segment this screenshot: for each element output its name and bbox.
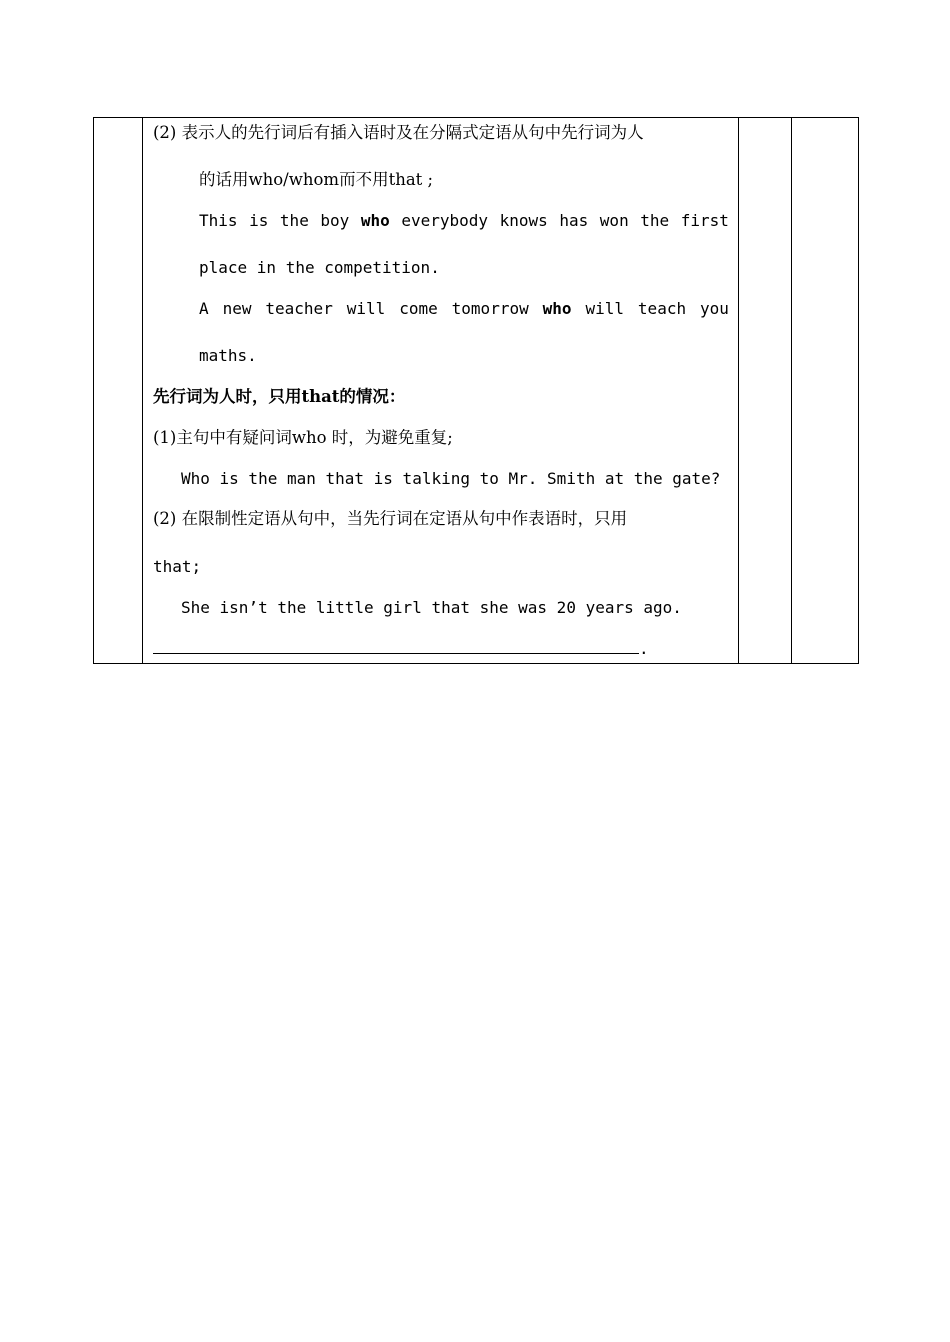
word: first [680, 211, 729, 230]
content-cell [143, 118, 739, 664]
word: teacher [265, 299, 333, 318]
word: come [399, 299, 438, 318]
highlighted-word: who [360, 211, 390, 230]
example-1-line-1 [199, 210, 729, 232]
word: will [585, 299, 624, 318]
remarks-cell [792, 118, 859, 664]
left-margin-cell [94, 118, 143, 664]
lesson-table [93, 117, 859, 664]
example-2-line-1 [199, 298, 729, 320]
rule-2-line-1 [153, 122, 644, 144]
section-heading: 先行词为人时，只用that的情况： [153, 387, 406, 406]
word: teach [637, 299, 687, 318]
word: is [249, 211, 269, 230]
rule-b-line-2: that; [153, 557, 202, 576]
word: has [559, 211, 589, 230]
rule-2-line-2: 的话用who/whom而不用that ; [199, 170, 434, 189]
word: everybody [401, 211, 489, 230]
highlighted-word: who [542, 299, 572, 318]
blank-period: . [639, 639, 649, 658]
example-3: Who is the man that is talking to Mr. Smith at the gate? [181, 469, 721, 488]
example-2-line-2: maths. [199, 346, 257, 365]
word: the [640, 211, 670, 230]
word: A [199, 299, 209, 318]
word: will [346, 299, 386, 318]
content-body [143, 118, 738, 663]
word: you [700, 299, 729, 318]
word: knows [499, 211, 548, 230]
word: won [599, 211, 629, 230]
rule-2-text: 表示人的先行词后有插入语时及在分隔式定语从句中先行词为人 [181, 123, 644, 142]
notes-cell [739, 118, 792, 664]
word: new [222, 299, 252, 318]
word: tomorrow [451, 299, 529, 318]
rule-a: (1)主句中有疑问词who 时，为避免重复; [153, 428, 453, 447]
example-4: She isn’t the little girl that she was 20 years ago. [181, 598, 682, 617]
fill-in-blank [153, 638, 649, 660]
rule-b-line-1: (2) 在限制性定语从句中，当先行词在定语从句中作表语时，只用 [153, 509, 628, 528]
rule-2-prefix: (2) [153, 123, 182, 142]
table-row [94, 118, 859, 664]
word: This [199, 211, 238, 230]
example-1-line-2: place in the competition. [199, 258, 440, 277]
word: the [279, 211, 309, 230]
word: boy [320, 211, 350, 230]
blank-line [153, 639, 639, 654]
